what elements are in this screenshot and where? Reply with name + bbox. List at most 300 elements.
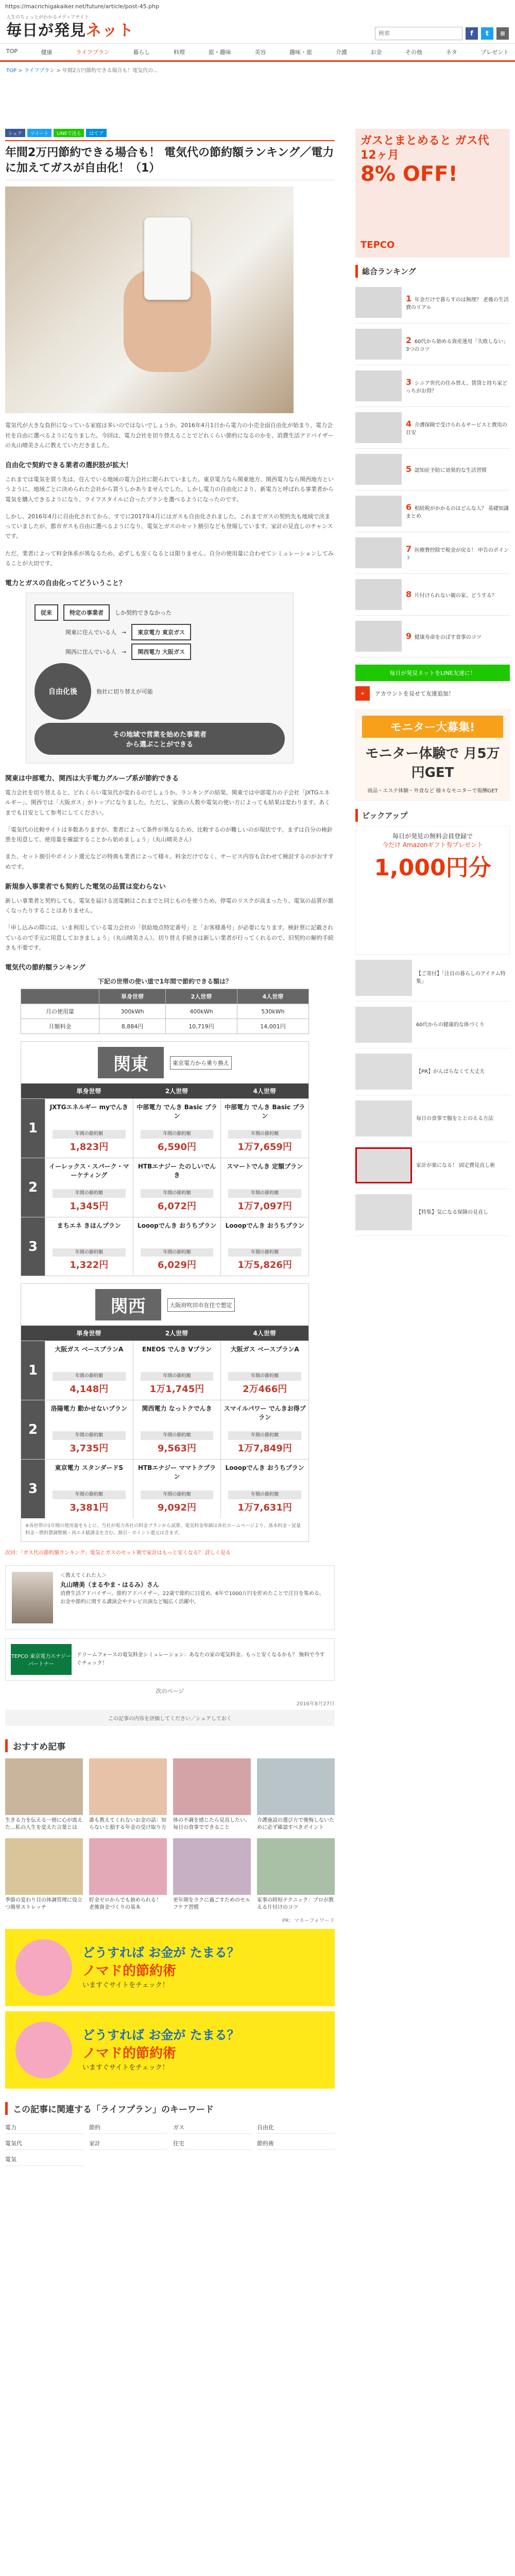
th xyxy=(21,989,99,1004)
share-twitter-button[interactable]: ツイート xyxy=(27,129,52,137)
rank-cell xyxy=(133,1341,221,1400)
plan-name: 関西電力 なっトクでんき xyxy=(142,1405,212,1413)
share-bar xyxy=(5,129,335,137)
side-ad-title: ガスとまとめると ガス代12ヶ月 xyxy=(360,134,489,162)
paragraph: 「申し込みの際には、いま利用している電力会社の「供給地点特定番号」と「お客様番号」が必要になります。検針票に記載されているので手元に用意しておきましょう」（丸山晴美さん）。切り替え手続きは新しい業者が行ってくれるので、旧契約の解約手続きも不要です。 xyxy=(5,924,334,951)
saving-amount: 6,029円 xyxy=(158,1260,196,1271)
nav-item[interactable]: ライフプラン xyxy=(76,49,110,56)
recommend-text: 季節の変わり目の体調管理に役立つ簡単ストレッチ xyxy=(5,1897,82,1911)
ranking-thumb xyxy=(355,496,402,527)
ranking-item[interactable] xyxy=(355,407,510,449)
pig-icon xyxy=(15,1939,72,1996)
ranking-item[interactable] xyxy=(355,449,510,490)
td: 10,719円 xyxy=(165,1019,237,1034)
date-line: 2016年8月27日 xyxy=(296,1701,335,1707)
ranking-text-wrap xyxy=(406,464,487,475)
pickup-thumb xyxy=(355,1194,412,1230)
rate-bar[interactable]: この記事の内容を評価してください／シェアしておく xyxy=(5,1710,335,1726)
nav-item[interactable]: 健康 xyxy=(41,49,53,56)
ranking-item[interactable] xyxy=(355,490,510,532)
recommend-thumb xyxy=(173,1838,251,1895)
rank-columns xyxy=(21,1326,308,1341)
pig-icon xyxy=(15,2022,72,2078)
recommend-thumb xyxy=(89,1838,167,1895)
saving-amount: 6,072円 xyxy=(158,1200,196,1212)
nav-item[interactable]: 旅・趣味 xyxy=(208,49,231,56)
saving-amount: 1,823円 xyxy=(70,1141,109,1153)
rank-row xyxy=(21,1098,308,1158)
saving-label: 年間の節約額 xyxy=(141,1130,214,1139)
recommend-grid xyxy=(5,1758,335,1912)
nav-item[interactable]: その他 xyxy=(405,49,423,56)
recommend-thumb xyxy=(257,1758,335,1815)
rank-number: 2 xyxy=(21,1158,45,1217)
ad-logo: TEPCO 東京電力エナジーパートナー xyxy=(11,1644,72,1675)
saving-label: 年間の節約額 xyxy=(53,1189,126,1198)
ranking-number: 5 xyxy=(406,464,415,474)
plan-name: スマートでんき 定額プラン xyxy=(227,1162,303,1170)
ranking-item[interactable] xyxy=(355,574,510,616)
section-heading: 関東は中部電力、関西は大手電力グループ系が節約できる xyxy=(5,775,179,783)
pickup-thumb xyxy=(355,960,412,996)
recommend-text: 誰も教えてくれないお金の話：知らないと損する年金の受け取り方 xyxy=(89,1817,166,1831)
follow-icon: + xyxy=(355,686,370,701)
saving-amount: 1万7,097円 xyxy=(237,1200,292,1212)
site-header xyxy=(0,12,515,43)
ranking-item[interactable] xyxy=(355,282,510,324)
plan-name: イーレックス・スパーク・マーケティング xyxy=(49,1162,129,1179)
ad-banner[interactable] xyxy=(5,1638,335,1681)
rank-col-header: 単身世帯 xyxy=(76,1088,101,1095)
rank-row xyxy=(21,1459,308,1518)
ranking-number: 8 xyxy=(406,589,415,599)
rank-cell xyxy=(45,1400,133,1459)
ranking-note: ※各世帯の1年間の使用量をもとに、当社が電力各社の料金プランから試算。電気料金単価は各社ホームページより。基本料金・従量料金・燃料費調整額・再エネ賦課金を含む。割引・ポイント還元は含まず。 xyxy=(25,1523,301,1536)
saving-amount: 1万1,745円 xyxy=(149,1384,204,1395)
nav-item[interactable]: お金 xyxy=(370,49,382,56)
site-logo[interactable] xyxy=(6,18,134,40)
fig-r1: 関東に住んでいる人 xyxy=(65,629,116,636)
side-ad-off: 8% OFF! xyxy=(360,162,458,186)
pk-ad-amt: 1,000円分 xyxy=(374,855,491,881)
keyword-link[interactable]: 節約 xyxy=(89,2121,167,2134)
rank-cell xyxy=(45,1217,133,1276)
monitor-a: モニター大募集! xyxy=(362,716,503,738)
rank-cell xyxy=(220,1158,308,1217)
yellow-ad-2[interactable] xyxy=(5,2011,335,2089)
keyword-list xyxy=(5,2121,335,2166)
hero-image xyxy=(5,187,294,413)
saving-amount: 1万7,631円 xyxy=(237,1502,292,1513)
menu-icon[interactable]: ≡ xyxy=(496,27,509,40)
pickup-thumb xyxy=(355,1007,412,1043)
main-column xyxy=(5,129,335,2166)
recommend-item[interactable] xyxy=(173,1838,251,1912)
paragraph: ただ、業者によって料金体系が異なるため、必ずしも安くなるとは限りません。自分の使用量に合わせてシミュレーションしてみることが大切です。 xyxy=(5,550,334,567)
ranking-text: 年金だけで暮らすのは無理？ 老後の生活費のリアル xyxy=(406,297,509,311)
ranking-kanto xyxy=(21,1041,309,1276)
yel-cta: いますぐサイトをチェック！ xyxy=(82,1981,169,1989)
monitor-sub: 商品・エステ体験・外食など 様々なモニターで報酬GET xyxy=(367,788,498,794)
ranking-item[interactable] xyxy=(355,365,510,407)
nav-item[interactable]: 美容 xyxy=(254,49,266,56)
fig-after-sub: から選ぶことができる xyxy=(126,741,193,749)
keyword-link[interactable]: 電力 xyxy=(5,2121,83,2134)
ranking-thumb xyxy=(355,579,402,610)
pickup-ad[interactable] xyxy=(355,826,510,955)
saving-label: 年間の節約額 xyxy=(53,1130,126,1139)
nav-item[interactable]: 料理 xyxy=(174,49,185,56)
ranking-text: 片付けられない親の家、どうする？ xyxy=(414,592,497,599)
fig-r1b: 東京電力 東京ガス xyxy=(131,624,191,640)
author-label: ＜教えてくれた人＞ xyxy=(60,1572,107,1579)
ranking-number: 2 xyxy=(406,335,415,345)
ranking-thumb xyxy=(355,537,402,568)
pickup-item[interactable] xyxy=(355,1048,510,1095)
promo-label: PR：マネーフォワード xyxy=(282,1918,335,1924)
recommend-item[interactable] xyxy=(89,1758,167,1832)
share-facebook-button[interactable]: シェア xyxy=(5,129,25,137)
saving-amount: 3,381円 xyxy=(70,1502,109,1513)
ranking-thumb xyxy=(355,287,402,318)
nav-item[interactable]: 趣味・旅 xyxy=(289,49,313,56)
rank-col-header: 単身世帯 xyxy=(76,1330,101,1337)
nav-item[interactable]: TOP xyxy=(6,48,18,55)
pickup-item[interactable] xyxy=(355,1142,510,1189)
yel-q: どうすれば お金が たまる？ xyxy=(82,2028,239,2043)
line-friend-button[interactable]: 毎日が発見ネットをLINE友達に！ xyxy=(355,665,510,681)
plan-name: 大阪ガス ベースプランA xyxy=(230,1346,299,1353)
td: 月額料金 xyxy=(21,1019,99,1034)
recommend-text: 生きる力を伝える一冊に心が震えた…私の人生を変えた言葉とは xyxy=(5,1817,82,1831)
rank-number: 1 xyxy=(21,1341,45,1400)
ranking-item[interactable] xyxy=(355,616,510,657)
search-input[interactable] xyxy=(375,27,462,40)
pickup-item[interactable] xyxy=(355,1095,510,1142)
ranking-text-wrap xyxy=(406,631,482,642)
ranking-text: 認知症予防に効果的な生活習慣 xyxy=(414,467,487,473)
ranking-number: 1 xyxy=(406,293,415,303)
recommend-item[interactable] xyxy=(173,1758,251,1832)
monitor-b: モニター体験で 月5万円GET xyxy=(365,746,500,781)
plan-name: ENEOS でんき Vプラン xyxy=(142,1346,212,1353)
nav-item[interactable]: 介護 xyxy=(335,49,347,56)
ranking-item[interactable] xyxy=(355,324,510,365)
pickup-item[interactable] xyxy=(355,1002,510,1048)
facebook-icon[interactable]: f xyxy=(466,27,478,40)
paragraph: しかし、2016年4月に自由化されてから、すでに2017年4月にはガスも自由化されました。これまでガスの契約先も地域で決まっていましたが、都市ガスも自由に選べるようになり、電気とガスのセット割引なども登場しています。家計の見直しのチャンスです。 xyxy=(5,513,333,540)
ranking-thumb xyxy=(355,621,402,652)
recommend-text: 体の不調を感じたら見直したい、毎日の食事でできること xyxy=(173,1817,250,1831)
fig-ring: 自由化後 xyxy=(35,663,91,720)
ranking-item[interactable] xyxy=(355,532,510,574)
td: 300kWh xyxy=(99,1004,166,1019)
pickup-thumb xyxy=(355,1147,412,1183)
logo-text-accent: ネット xyxy=(86,22,134,40)
ranking-thumb xyxy=(355,454,402,485)
rank-cell xyxy=(133,1099,221,1158)
plan-name: 中部電力 でんき Basic プラン xyxy=(136,1104,217,1120)
rank-number: 3 xyxy=(21,1217,45,1276)
keyword-title: この記事に関連する「ライフプラン」のキーワード xyxy=(5,2102,335,2115)
plan-name: HTBエナジー ママトクプラン xyxy=(138,1464,216,1480)
region-head xyxy=(21,1042,308,1083)
th: 単身世帯 xyxy=(99,989,166,1004)
td: 530kWh xyxy=(237,1004,308,1019)
monitor-ad[interactable] xyxy=(355,709,510,801)
fig-r2b: 関西電力 大阪ガス xyxy=(131,643,191,660)
article-title: 年間2万円節約できる場合も！ 電気代の節約額ランキング／電力に加えてガスが自由化！（1） xyxy=(5,146,334,175)
rank-cell xyxy=(220,1400,308,1459)
saving-label: 年間の節約額 xyxy=(228,1372,301,1381)
ranking-text: 相続税がかかるのはどんな人？ 基礎知識まとめ xyxy=(406,505,509,520)
ranking-text-wrap xyxy=(406,377,510,395)
rank-cell xyxy=(133,1460,221,1518)
pickup-text: 【PR】がんばらなくて大丈夫 xyxy=(416,1069,485,1075)
rank-number: 3 xyxy=(21,1460,45,1518)
th: 2人世帯 xyxy=(165,989,237,1004)
pickup-text: 毎日の食事で腸をととのえる方法 xyxy=(416,1115,493,1122)
plan-name: 東京電力 スタンダードS xyxy=(55,1464,123,1472)
ranking-text: シニア世代の住み替え、賃貸と持ち家どっちがお得？ xyxy=(406,380,508,395)
breadcrumb-sep: > xyxy=(56,68,61,74)
ranking-thumb xyxy=(355,329,402,360)
keyword-link[interactable]: ガス xyxy=(173,2121,251,2134)
rank-cell xyxy=(133,1158,221,1217)
keyword-link[interactable]: 電気 xyxy=(5,2153,83,2166)
ranking-number: 4 xyxy=(406,418,415,429)
paragraph: 電力会社を切り替えると、どれくらい電気代が変わるのでしょうか。ランキングの結果、関東では中部電力の子会社「JXTGエネルギー」、関西では「大阪ガス」がトップになりました。ただし、家族の人数や電気の使い方によっても結果は変わります。あくまでも目安として参考にしてください。 xyxy=(5,789,331,816)
rank-col-blank xyxy=(21,1326,45,1341)
yel-big: ノマド的節約術 xyxy=(82,1963,177,1979)
td: 月の使用量 xyxy=(21,1004,99,1019)
rank-number: 1 xyxy=(21,1099,45,1158)
rank-col-header: 4人世帯 xyxy=(253,1330,276,1337)
saving-amount: 3,735円 xyxy=(70,1443,109,1454)
usage-table xyxy=(21,977,309,1034)
ranking-text-wrap xyxy=(406,544,510,562)
saving-amount: 1万7,659円 xyxy=(237,1141,292,1153)
nav-item[interactable]: ネタ xyxy=(445,49,457,56)
paragraph: これまでは電気を買う先は、住んでいる地域の電力会社に限られていました。東京電力なら関東地方、関西電力なら関西地方というように、地域ごとに決められた会社から買うしかありませんでした。しかし電力の自由化により、新電力と呼ばれる事業者から電気を購入できるようになり、ライフスタイルに合ったプランを選べるようになったのです。 xyxy=(5,476,334,503)
saving-label: 年間の節約額 xyxy=(141,1372,214,1381)
rank-col-header: 4人世帯 xyxy=(253,1088,276,1095)
keyword-link[interactable]: 住宅 xyxy=(173,2137,251,2150)
fig-before-label: 特定の事業者 xyxy=(63,604,110,621)
saving-label: 年間の節約額 xyxy=(53,1372,126,1381)
follow-text: アカウントを見せて友達追加！ xyxy=(375,690,454,697)
breadcrumb-current: 年間2万円節約できる場合も！電気代の... xyxy=(62,68,158,74)
saving-amount: 1,322円 xyxy=(70,1260,109,1271)
section-heading: 自由化で契約できる業者の選択肢が拡大！ xyxy=(5,462,133,470)
yellow-ad[interactable] xyxy=(5,1929,335,2006)
share-hatena-button[interactable]: はてブ xyxy=(86,129,106,137)
fig-after-text: その地域で営業を始めた事業者 xyxy=(112,731,207,739)
ranking-number: 6 xyxy=(406,502,415,512)
pickup-text: 家計が楽になる！ 固定費見直し術 xyxy=(416,1162,495,1168)
recommend-item[interactable] xyxy=(5,1838,83,1912)
plan-name: Looopでんき おうちプラン xyxy=(225,1222,304,1229)
fig-small: 他社に切り替えが可能 xyxy=(96,688,153,696)
saving-label: 年間の節約額 xyxy=(141,1490,214,1499)
sidebar xyxy=(355,129,510,1236)
plan-name: 大阪ガス ベースプランA xyxy=(55,1346,124,1353)
rank-cell xyxy=(220,1217,308,1276)
rank-row xyxy=(21,1158,308,1217)
share-line-button[interactable]: LINEで送る xyxy=(54,129,84,137)
saving-label: 年間の節約額 xyxy=(53,1490,126,1499)
recommend-item[interactable] xyxy=(89,1838,167,1912)
next-link[interactable]: 次回：「ガス代の節約額ランキング」電気とガスのセット割で家計はもっと安くなる？ 詳しく見る xyxy=(5,1550,231,1556)
liberalization-diagram: 従来 特定の事業者 しか契約できなかった 関東に住んでいる人 → 東京電力 東京ガス 関西に住んでいる人 → 関西電力 大阪ガス 自由化後 他社に切り替えが可能 その地域で営業を始めた事業者 から選ぶことができる xyxy=(26,592,294,764)
region-title: 関東 xyxy=(98,1047,164,1078)
breadcrumb-category[interactable]: ライフプラン xyxy=(24,68,55,74)
rank-cell xyxy=(220,1341,308,1400)
saving-label: 年間の節約額 xyxy=(141,1248,214,1257)
paragraph: 「電気代の比較サイトは多数ありますが、業者によって条件が異なるため、比較するのが難しいのが現状です。まずは自分の検針票を用意して、使用量を確認することから始めましょう」（丸山晴美さん） xyxy=(5,826,333,843)
author-box xyxy=(5,1565,335,1630)
breadcrumb-sep: > xyxy=(18,68,23,74)
saving-amount: 2万466円 xyxy=(243,1384,287,1395)
recommend-thumb xyxy=(257,1838,335,1895)
tagline: 人生のちょっとがわかるメディアサイト xyxy=(6,15,89,20)
recommend-text: 貯金ゼロからでも始められる！ 老後資金づくりの基本 xyxy=(89,1897,161,1911)
pickup-thumb xyxy=(355,1054,412,1090)
author-photo xyxy=(12,1572,53,1623)
rank-cell xyxy=(45,1460,133,1518)
saving-label: 年間の節約額 xyxy=(228,1189,301,1198)
ranking-thumb xyxy=(355,370,402,401)
plan-name: Looopでんき おうちプラン xyxy=(225,1464,304,1472)
article-title-box xyxy=(5,140,335,180)
ranking-text-wrap xyxy=(406,589,497,600)
paragraph: また、セット割引やポイント還元などの特典も業者によって様々。料金だけでなく、サービス内容も合わせて検討するのがおすすめです。 xyxy=(5,853,334,870)
ranking-number: 3 xyxy=(406,377,415,387)
recommend-item[interactable] xyxy=(5,1758,83,1832)
fig-before: 従来 xyxy=(35,604,58,621)
plan-name: まちエネ きほんプラン xyxy=(57,1222,121,1229)
rank-cell xyxy=(220,1099,308,1158)
pickup-list xyxy=(355,955,510,1236)
pickup-thumb xyxy=(355,1100,412,1137)
region-head xyxy=(21,1284,308,1326)
url-bar: https://macrichigakaiker.net/future/article/post-45.php xyxy=(5,3,160,10)
rank-col-blank xyxy=(21,1083,45,1098)
ranking-title: 総合ランキング xyxy=(355,265,510,278)
saving-amount: 1万7,849円 xyxy=(237,1443,292,1454)
region-tag: 大阪府吹田市在住で想定 xyxy=(167,1298,235,1312)
nav-item[interactable]: プレゼント xyxy=(480,49,509,56)
recommend-thumb xyxy=(5,1758,83,1815)
pickup-item[interactable] xyxy=(355,1189,510,1236)
ranking-number: 9 xyxy=(406,631,415,641)
saving-amount: 6,590円 xyxy=(158,1141,196,1153)
saving-amount: 1万5,826円 xyxy=(237,1260,292,1271)
pickup-text: 60代からの健康的な体づくり xyxy=(416,1022,485,1028)
recommend-thumb xyxy=(89,1758,167,1815)
recommend-thumb xyxy=(5,1838,83,1895)
keyword-link[interactable]: 自由化 xyxy=(257,2121,335,2134)
follow-row[interactable] xyxy=(355,686,510,701)
recommend-text: 家事の時短テクニック：プロが教える片付けのコツ xyxy=(257,1897,334,1911)
fig-r2: 関西に住んでいる人 xyxy=(65,649,116,656)
saving-amount: 1,345円 xyxy=(70,1200,109,1212)
saving-label: 年間の節約額 xyxy=(228,1431,301,1440)
recommend-item[interactable] xyxy=(257,1758,335,1832)
recommend-thumb xyxy=(173,1758,251,1815)
rank-cell xyxy=(45,1158,133,1217)
breadcrumb xyxy=(0,62,515,78)
pk-ad-text: 毎日が発見の無料会員登録で xyxy=(392,833,473,840)
td: 400kWh xyxy=(165,1004,237,1019)
plan-name: スマイルパワー でんきお得プラン xyxy=(224,1405,306,1421)
region-tag: 東京電力から乗り換え xyxy=(170,1056,232,1070)
ranking-text-wrap xyxy=(406,335,510,353)
ranking-text: 医療費控除で税金が戻る！ 申告のポイント xyxy=(406,547,509,562)
rank-col-header: 2人世帯 xyxy=(165,1330,188,1337)
fig-after xyxy=(35,723,285,755)
next-page-link[interactable]: 次のページ xyxy=(156,1687,184,1694)
th: 4人世帯 xyxy=(237,989,308,1004)
td: 14,001円 xyxy=(237,1019,308,1034)
ranking-list xyxy=(355,282,510,657)
twitter-icon[interactable]: t xyxy=(481,27,493,40)
plan-name: 中部電力 でんき Basic プラン xyxy=(225,1104,305,1120)
saving-label: 年間の節約額 xyxy=(228,1248,301,1257)
recommend-text: 更年期をラクに過ごすためのセルフケア習慣 xyxy=(173,1897,250,1911)
rank-cell xyxy=(133,1217,221,1276)
breadcrumb-home[interactable]: TOP xyxy=(6,68,17,74)
section-heading: 電力とガスの自由化ってどういうこと？ xyxy=(5,580,126,588)
saving-amount: 4,148円 xyxy=(70,1384,109,1395)
yel-cta: いますぐサイトをチェック！ xyxy=(82,2063,169,2072)
author-name: 丸山晴美（まるやま・はるみ）さん xyxy=(60,1581,160,1588)
nav-item[interactable]: 暮らし xyxy=(133,49,150,56)
tepco-logo: TEPCO xyxy=(360,240,395,250)
rank-cell xyxy=(220,1460,308,1518)
rank-row xyxy=(21,1341,308,1400)
saving-label: 年間の節約額 xyxy=(53,1248,126,1257)
plan-name: HTBエナジー たのしいでんき xyxy=(138,1162,216,1179)
ranking-text-wrap xyxy=(406,502,510,520)
fig-before-sub: しか契約できなかった xyxy=(115,609,171,617)
recommend-item[interactable] xyxy=(257,1838,335,1912)
side-ad-gas[interactable] xyxy=(355,129,510,258)
global-nav xyxy=(0,43,515,62)
plug-icon xyxy=(144,217,191,300)
pk-ad-sub: 今だけ Amazonギフト券プレゼント xyxy=(382,841,483,849)
paragraph: 新しい事業者と契約しても、電気を届ける送電網はこれまでと同じものを使うため、停電のリスクが高まったり、電気の品質が悪くなったりすることはありません。 xyxy=(5,897,334,914)
region-title: 関西 xyxy=(95,1289,161,1320)
keyword-link[interactable]: 節約術 xyxy=(257,2137,335,2150)
rank-columns xyxy=(21,1083,308,1098)
rank-cell xyxy=(45,1099,133,1158)
pickup-item[interactable] xyxy=(355,955,510,1002)
keyword-link[interactable]: 家計 xyxy=(89,2137,167,2150)
keyword-link[interactable]: 電気代 xyxy=(5,2137,83,2150)
author-desc: 消費生活アドバイザー。節約アドバイザー。22歳で節約に目覚め、6年で1000万円を貯めたことで注目を集める。お金や節約に関する講演会やテレビ出演など幅広く活躍中。 xyxy=(60,1590,324,1605)
section-heading: 電気代の節約額ランキング xyxy=(5,964,85,972)
saving-label: 年間の節約額 xyxy=(228,1130,301,1139)
plan-name: 洛陽電力 動かせないプラン xyxy=(50,1405,127,1413)
saving-label: 年間の節約額 xyxy=(53,1431,126,1440)
rank-number: 2 xyxy=(21,1400,45,1459)
ranking-text: 60代から始める資産運用「失敗しない」3つのコツ xyxy=(406,338,509,353)
paragraph: 電気代が大きな負担になっている家庭は多いのではないでしょうか。2016年4月1日から電力の小売全面自由化が始まり、電力会社を自由に選べるようになりました。今回は、電力会社を切り替えることでどれくらい節約になるのかを、消費生活アドバイザーの丸山晴美さんに教えていただきました。 xyxy=(5,422,334,449)
pickup-title: ピックアップ xyxy=(355,809,510,822)
recommend-text: 介護施設の選び方で後悔しないために必ず確認すべきポイント xyxy=(257,1817,334,1831)
saving-amount: 9,092円 xyxy=(158,1502,196,1513)
